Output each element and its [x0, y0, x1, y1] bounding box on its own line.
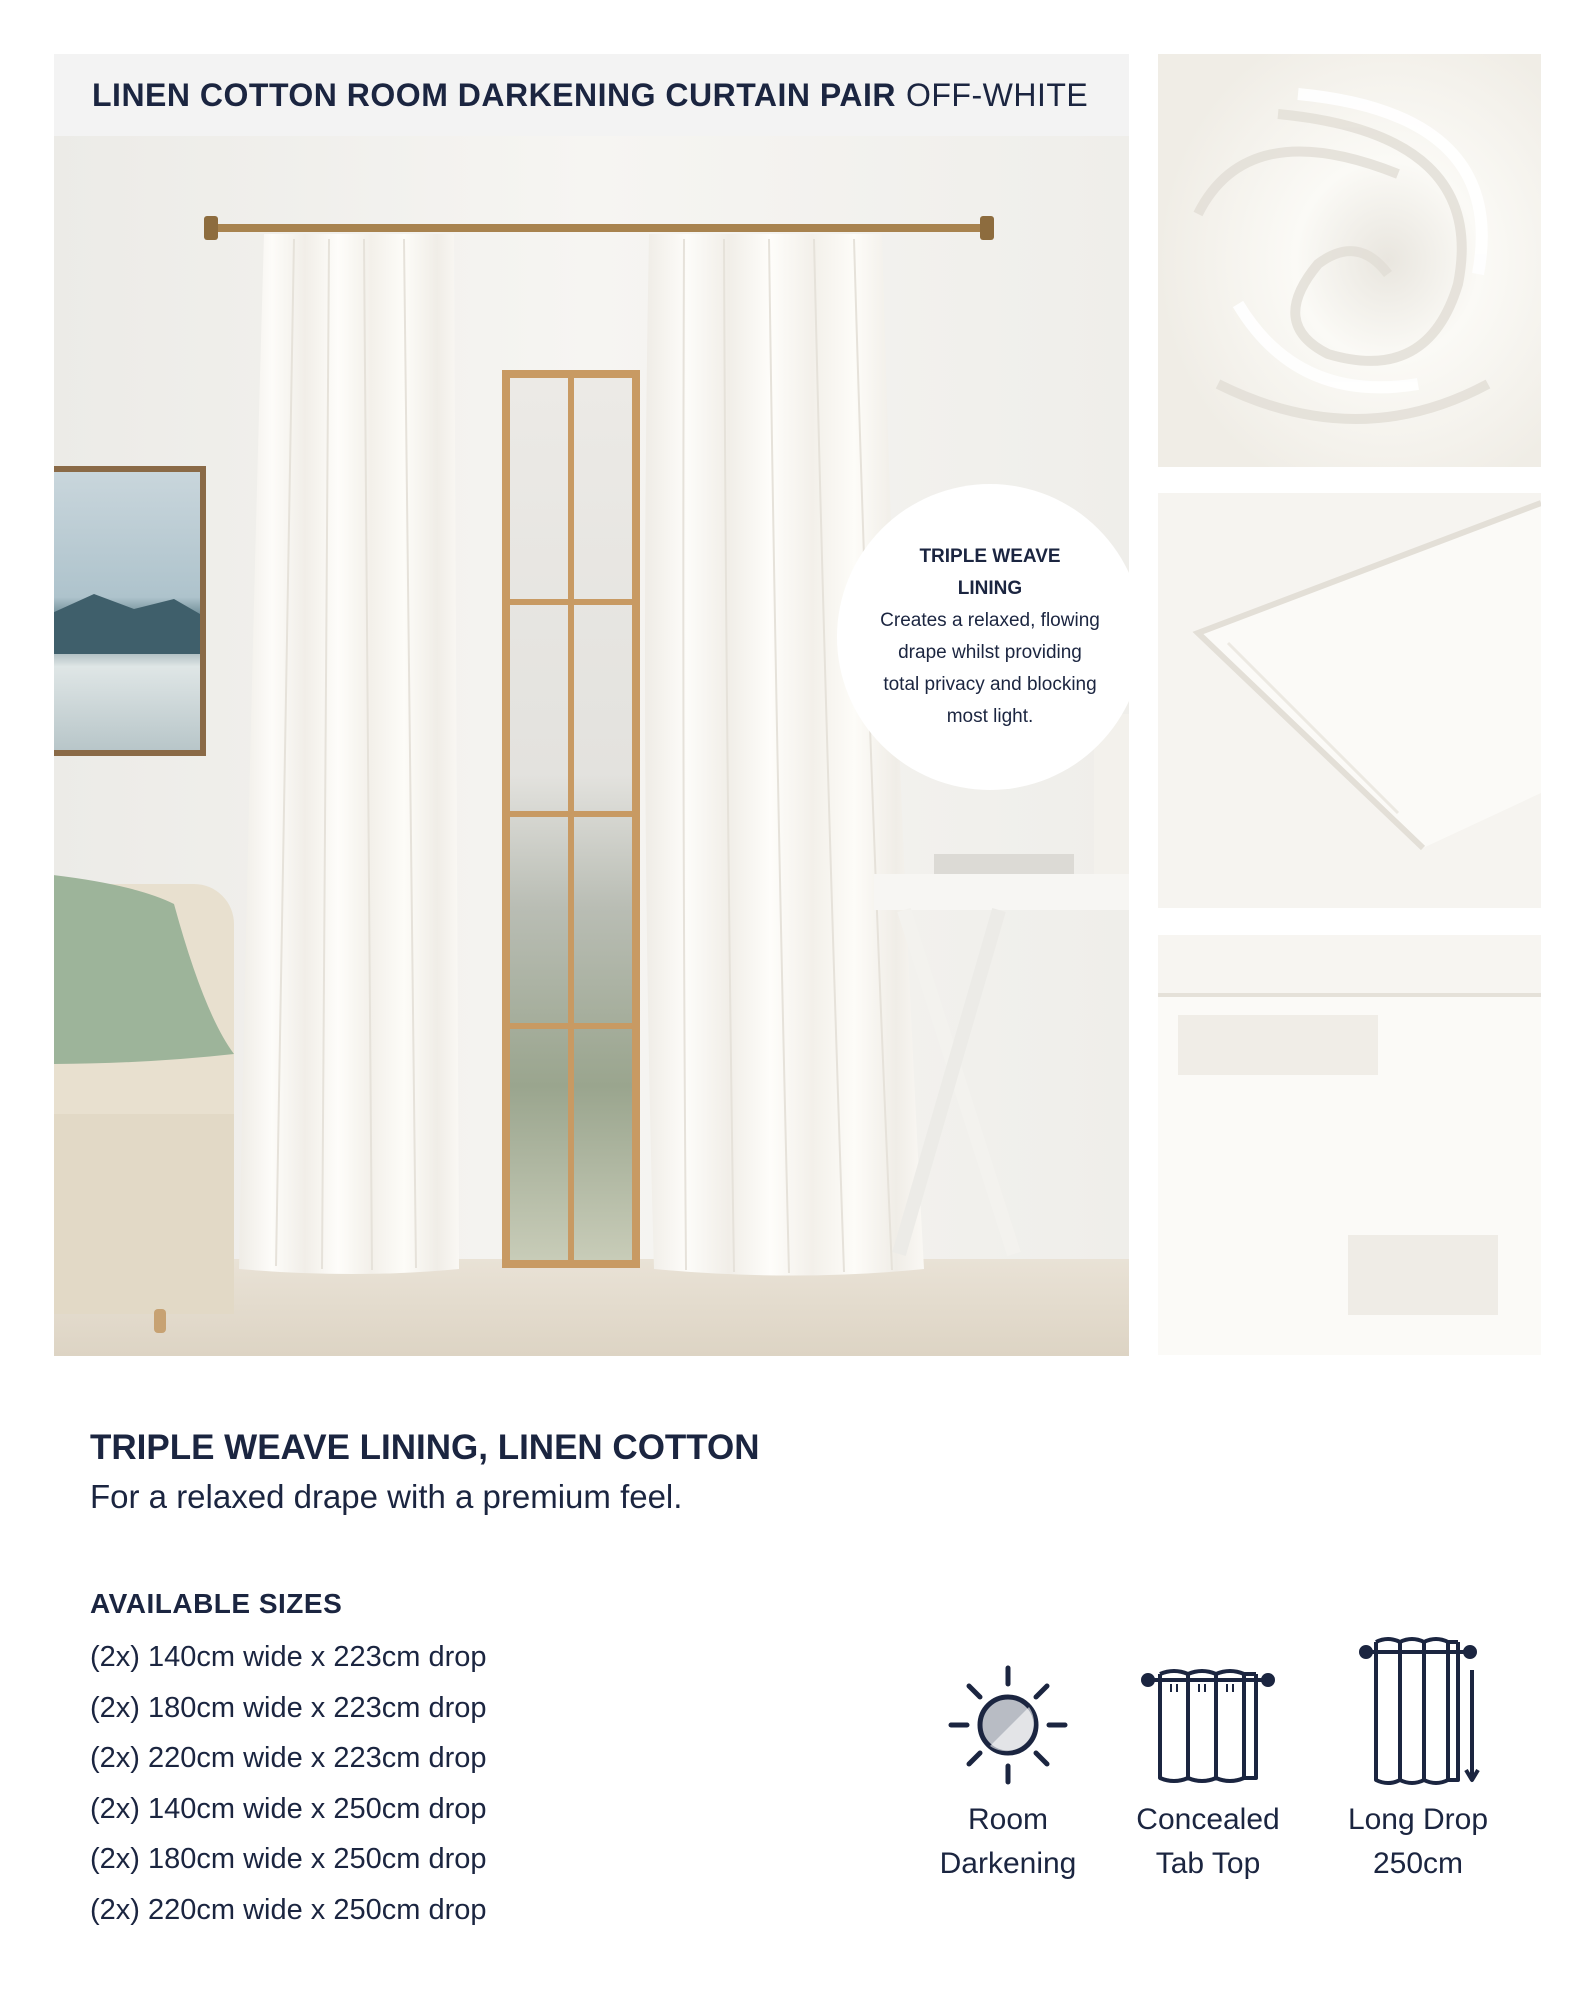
long-drop-curtain-icon [1348, 1630, 1488, 1790]
product-color-label: OFF-WHITE [905, 76, 1089, 113]
feature-room-darkening [923, 1660, 1093, 1886]
size-item: (2x) 140cm wide x 223cm drop [90, 1641, 487, 1673]
callout-line: most light. [946, 706, 1034, 727]
hem-corner-thumbnail [1158, 493, 1541, 908]
size-item: (2x) 180cm wide x 223cm drop [90, 1691, 487, 1724]
product-title: LINEN COTTON ROOM DARKENING CURTAIN PAIR [92, 76, 896, 113]
feature-label: 250cm [1372, 1847, 1464, 1880]
size-item: (2x) 180cm wide x 250cm drop [90, 1843, 487, 1875]
tab-top-curtain-icon [1138, 1660, 1278, 1790]
feature-subheading: For a relaxed drape with a premium feel. [90, 1478, 683, 1515]
feature-heading: TRIPLE WEAVE LINING, LINEN COTTON [90, 1428, 760, 1467]
feature-concealed-tab-top [1123, 1660, 1293, 1886]
size-item: (2x) 220cm wide x 250cm drop [90, 1893, 487, 1926]
sun-icon [943, 1660, 1073, 1790]
feature-label: Long Drop [1347, 1803, 1489, 1836]
sizes-heading: AVAILABLE SIZES [90, 1588, 343, 1619]
feature-label: Room [967, 1803, 1049, 1836]
callout-line: total privacy and blocking [883, 674, 1097, 695]
feature-label: Concealed [1136, 1803, 1280, 1836]
fabric-swirl-thumbnail [1158, 54, 1541, 467]
lining-callout [837, 484, 1129, 790]
feature-label: Darkening [939, 1847, 1077, 1880]
feature-long-drop [1333, 1660, 1503, 1886]
tab-top-thumbnail [1158, 935, 1541, 1355]
callout-title: TRIPLE WEAVE LINING [919, 546, 1061, 599]
size-item: (2x) 140cm wide x 250cm drop [90, 1792, 487, 1825]
sizes-list [90, 1637, 487, 1940]
hero-title-bar [54, 54, 1129, 136]
size-item: (2x) 220cm wide x 223cm drop [90, 1742, 487, 1774]
feature-label: Tab Top [1155, 1847, 1261, 1880]
callout-line: Creates a relaxed, flowing [880, 610, 1100, 631]
hero-image [54, 54, 1129, 1356]
callout-line: drape whilst providing [898, 642, 1082, 663]
